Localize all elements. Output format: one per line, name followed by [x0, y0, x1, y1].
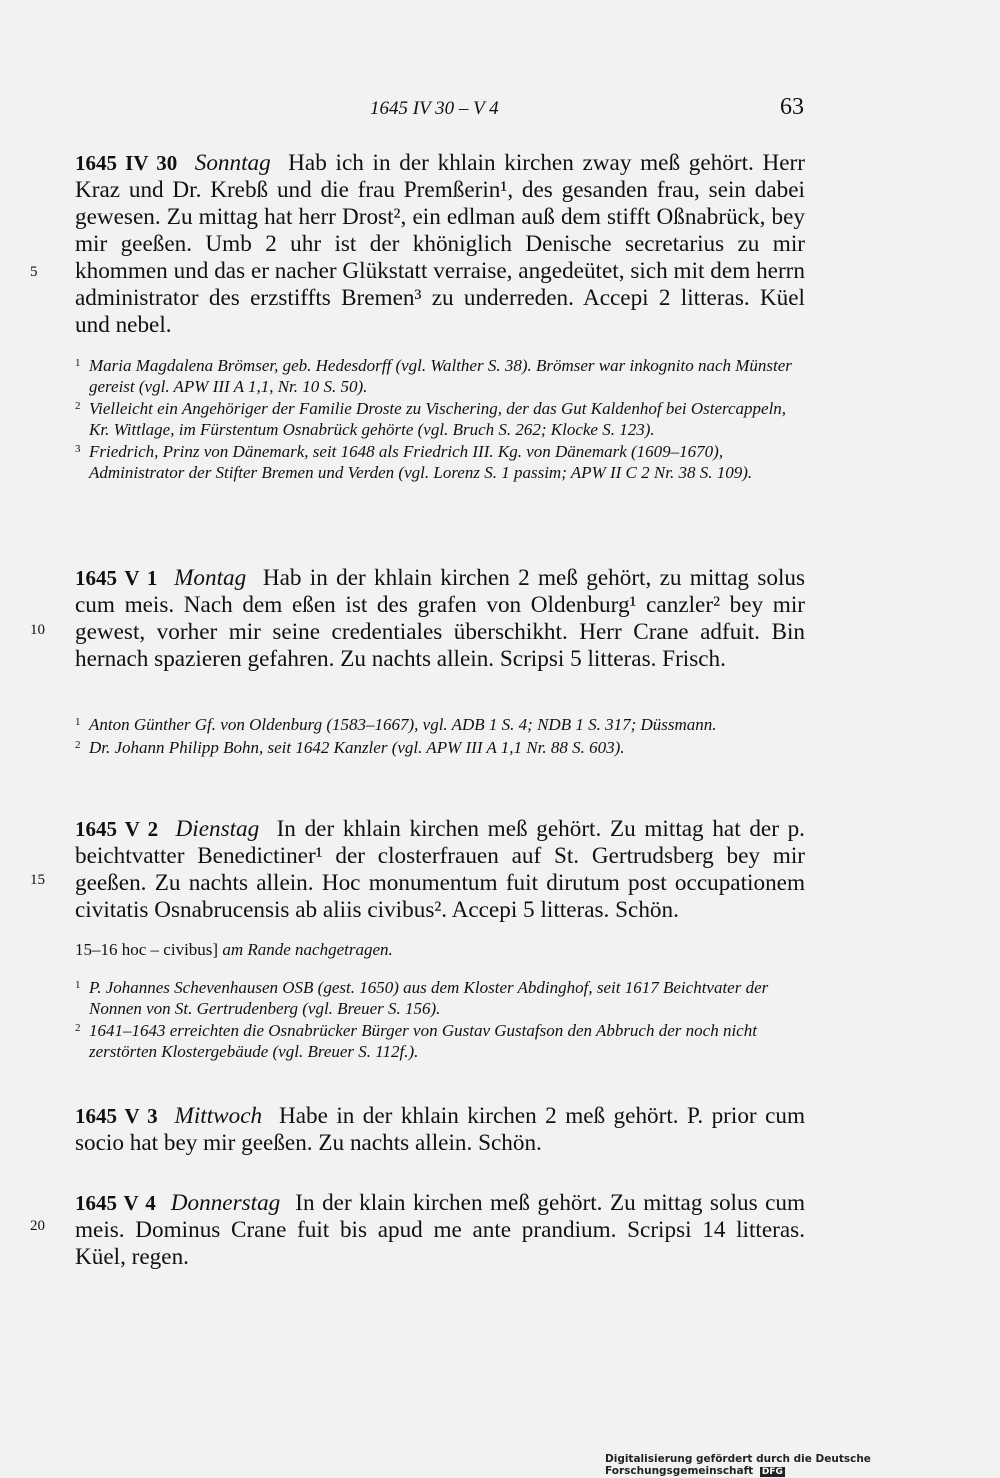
entry-day: Dienstag — [175, 816, 260, 842]
critical-apparatus — [75, 940, 393, 960]
diary-entry — [75, 565, 805, 673]
footnote: 1 Anton Günther Gf. von Oldenburg (1583–1667), vgl. ADB 1 S. 4; NDB 1 S. 317; Düssmann. — [75, 715, 717, 734]
entry-date: 1645 V 2 — [75, 817, 159, 841]
page-number: 63 — [780, 94, 804, 120]
footnote: 1 P. Johannes Schevenhausen OSB (gest. 1650) aus dem Kloster Abdinghof, seit 1617 Beichtvater der Nonnen von St. Gertrudenberg (vgl. Breuer S. 156). — [75, 978, 769, 1018]
footnotes — [75, 715, 810, 760]
apparatus-ref: 15–16 hoc – civibus] — [75, 940, 219, 959]
entry-date: 1645 V 1 — [75, 566, 158, 590]
footnote: 1 Maria Magdalena Brömser, geb. Hedesdorff (vgl. Walther S. 38). Brömser war inkognito nach Münster gereist (vgl. APW III A 1,1, Nr. 10 S. 50). — [75, 356, 792, 396]
entry-text: Hab ich in der khlain kirchen zway meß gehört. Herr Kraz und Dr. Krebß und die frau Premßerin¹, des gesanden frau, sein dabei gewesen. Zu mittag hat herr Drost², ein edlman auß dem stifft Oßnabrück, bey mir geeßen. Umb 2 uhr ist der khöniglich Denische secretarius zu mir khommen und das er nacher Glükstatt verraise, angedeütet, sich mit dem herrn administrator des erzstiffts Bremen³ zu underreden. Accepi 2 litteras. Küel und nebel. — [75, 150, 805, 338]
footer-text: Digitalisierung gefördert durch die Deutsche Forschungsgemeinschaft — [605, 1453, 871, 1477]
entry-day: Donnerstag — [170, 1190, 281, 1216]
footnotes — [75, 356, 810, 485]
entry-day: Sonntag — [194, 150, 271, 176]
footnote: 2 Vielleicht ein Angehöriger der Familie Droste zu Vischering, der das Gut Kaldenhof bei Ostercappeln, Kr. Wittlage, im Fürstentum Osnabrück gehörte (vgl. Bruch S. 262; Klocke S. 123). — [75, 399, 787, 439]
line-number: 10 — [30, 622, 45, 638]
line-number: 5 — [30, 264, 38, 280]
entry-text: In der klain kirchen meß gehört. Zu mittag solus cum meis. Dominus Crane fuit bis apud me ante prandium. Scripsi 14 litteras. Küel, regen. — [75, 1190, 806, 1270]
entry-text: Habe in der khlain kirchen 2 meß gehört. P. prior cum socio hat bey mir geeßen. Zu nachts allein. Schön. — [75, 1103, 805, 1156]
entry-text: In der khlain kirchen meß gehört. Zu mittag hat der p. beichtvatter Benedictiner¹ der closterfrauen auf St. Gertrudsberg bey mir geeßen. Zu nachts allein. Hoc monumentum fuit dirutum post occupationem civitatis Osnabrucensis ab aliis civibus². Accepi 5 litteras. Schön. — [75, 816, 805, 923]
entry-date: 1645 V 4 — [75, 1191, 156, 1215]
entry-date: 1645 IV 30 — [75, 151, 178, 175]
entry-day: Montag — [174, 565, 247, 591]
line-number: 20 — [30, 1218, 45, 1234]
footnote: 2 Dr. Johann Philipp Bohn, seit 1642 Kanzler (vgl. APW III A 1,1 Nr. 88 S. 603). — [75, 737, 625, 757]
footnote: 3 Friedrich, Prinz von Dänemark, seit 1648 als Friedrich III. Kg. von Dänemark (1609–1670), Administrator der Stifter Bremen und Verden (vgl. Lorenz S. 1 passim; APW II C 2 Nr. 38 S. 109). — [75, 442, 753, 482]
diary-entry — [75, 1190, 805, 1271]
footnotes — [75, 978, 810, 1064]
apparatus-note: am Rande nachgetragen. — [222, 940, 393, 959]
running-title: 1645 IV 30 – V 4 — [370, 98, 499, 119]
entry-day: Mittwoch — [174, 1103, 263, 1129]
entry-date: 1645 V 3 — [75, 1104, 158, 1128]
funding-footer — [605, 1453, 1000, 1477]
dfg-logo: DFG — [761, 1467, 783, 1477]
line-number: 15 — [30, 872, 45, 888]
page-header — [0, 94, 1000, 124]
diary-entry — [75, 816, 805, 924]
diary-entry — [75, 150, 805, 339]
diary-entry — [75, 1103, 805, 1157]
entry-text: Hab in der khlain kirchen 2 meß gehört, zu mittag solus cum meis. Nach dem eßen ist des grafen von Oldenburg¹ canzler² bey mir gewest, vorher mir seine credentiales überschikht. Herr Crane adfuit. Bin hernach spazieren gefahren. Zu nachts allein. Scripsi 5 litteras. Frisch. — [75, 565, 806, 672]
footnote: 2 1641–1643 erreichten die Osnabrücker Bürger von Gustav Gustafson den Abbruch der noch nicht zerstörten Klostergebäude (vgl. Breuer S. 112f.). — [75, 1021, 757, 1061]
